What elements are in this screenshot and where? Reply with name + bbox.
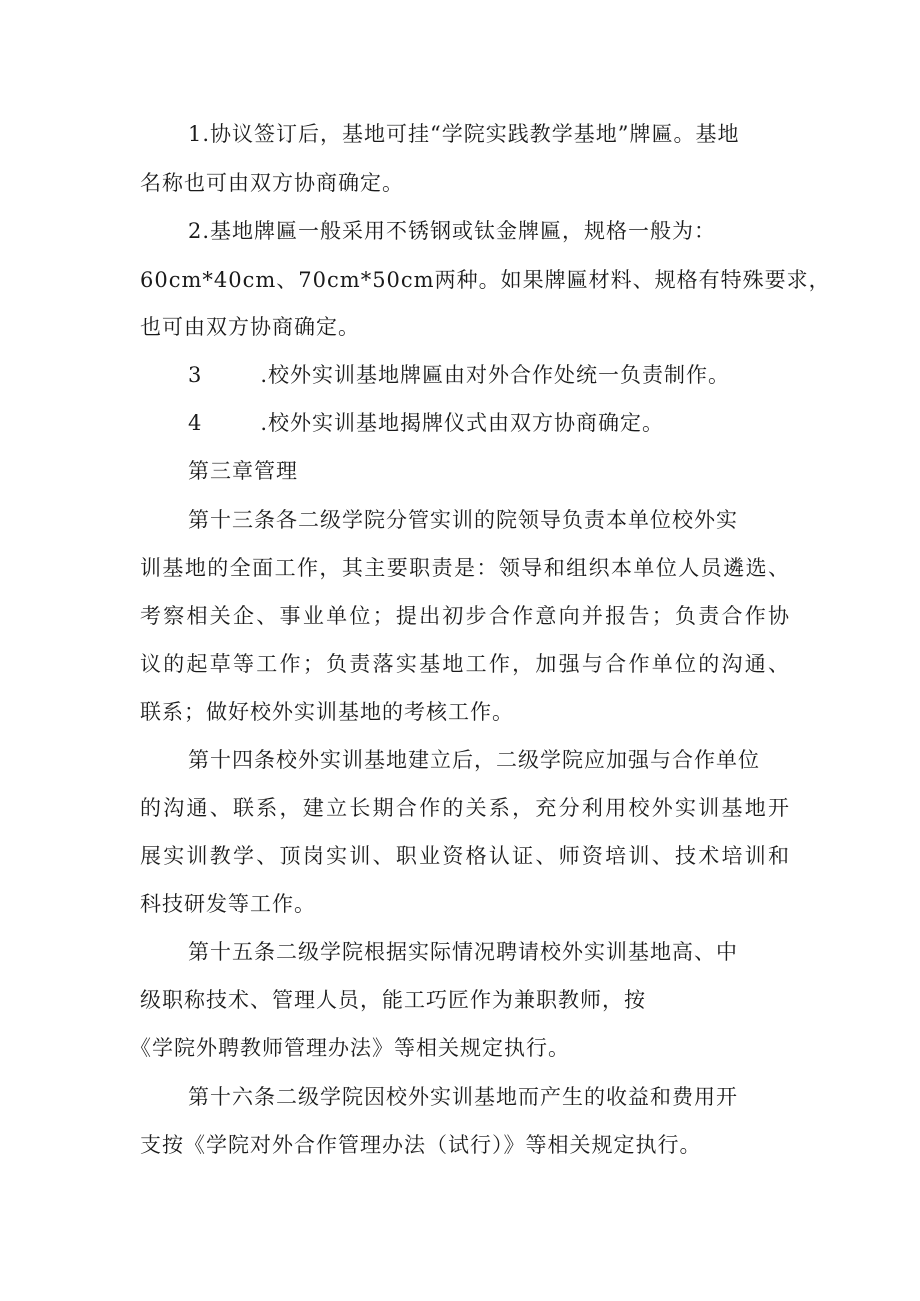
article-16-line-1: 第十六条二级学院因校外实训基地而产生的收益和费用开 xyxy=(188,1085,738,1109)
paragraph-1-line-2: 名称也可由双方协商确定。 xyxy=(140,171,404,195)
article-13-line-1: 第十三条各二级学院分管实训的院领导负责本单位校外实 xyxy=(188,508,738,532)
paragraph-2-line-1: 2.基地牌匾一般采用不锈钢或钛金牌匾，规格一般为： xyxy=(188,219,717,243)
item-4-number: 4 xyxy=(188,411,203,435)
article-16-line-2: 支按《学院对外合作管理办法（试行）》等相关规定执行。 xyxy=(140,1133,702,1157)
item-3-row xyxy=(188,362,730,388)
item-3-text: .校外实训基地牌匾由对外合作处统一负责制作。 xyxy=(260,363,731,387)
article-13-line-5: 联系；做好校外实训基地的考核工作。 xyxy=(140,700,514,724)
article-15-line-3: 《学院外聘教师管理办法》等相关规定执行。 xyxy=(130,1036,570,1060)
article-14-line-1: 第十四条校外实训基地建立后，二级学院应加强与合作单位 xyxy=(188,748,760,772)
paragraph-2-line-2: 60cm*40cm、70cm*50cm两种。如果牌匾材料、规格有特殊要求， xyxy=(140,268,831,292)
item-4-row xyxy=(188,410,664,436)
article-14-line-2: 的沟通、联系，建立长期合作的关系，充分利用校外实训基地开 xyxy=(140,796,790,820)
article-13-line-2: 训基地的全面工作，其主要职责是：领导和组织本单位人员遴选、 xyxy=(140,556,790,580)
article-15-line-1: 第十五条二级学院根据实际情况聘请校外实训基地高、中 xyxy=(188,940,738,964)
article-13-line-4: 议的起草等工作；负责落实基地工作，加强与合作单位的沟通、 xyxy=(140,652,790,676)
article-13-line-3: 考察相关企、事业单位；提出初步合作意向并报告；负责合作协 xyxy=(140,604,790,628)
paragraph-1-line-1: 1.协议签订后，基地可挂“学院实践教学基地”牌匾。基地 xyxy=(188,122,740,146)
item-3-number: 3 xyxy=(188,363,203,387)
article-14-line-4: 科技研发等工作。 xyxy=(140,892,316,916)
article-14-line-3: 展实训教学、顶岗实训、职业资格认证、师资培训、技术培训和 xyxy=(140,844,790,868)
item-4-text: .校外实训基地揭牌仪式由双方协商确定。 xyxy=(260,411,665,435)
article-15-line-2: 级职称技术、管理人员，能工巧匠作为兼职教师，按 xyxy=(140,988,646,1012)
chapter-heading: 第三章管理 xyxy=(188,459,298,483)
paragraph-2-line-3: 也可由双方协商确定。 xyxy=(140,315,360,339)
